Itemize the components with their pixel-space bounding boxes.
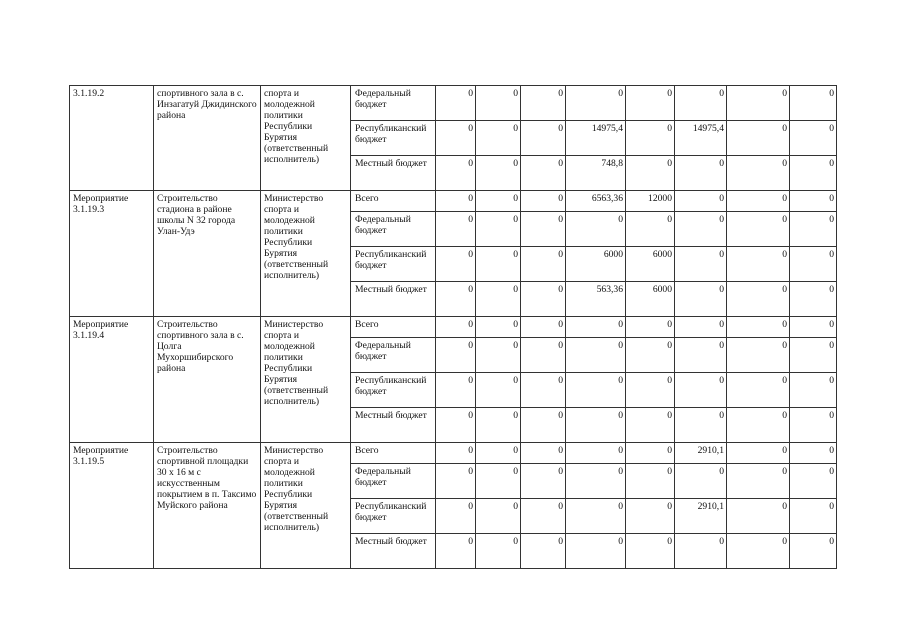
table-row <box>70 191 837 212</box>
value-cell: 0 <box>790 212 837 247</box>
value-cell: 0 <box>626 499 675 534</box>
value-cell: 0 <box>727 247 790 282</box>
value-cell: 12000 <box>626 191 675 212</box>
value-cell: 0 <box>790 338 837 373</box>
value-cell: 0 <box>476 156 521 191</box>
value-cell: 0 <box>727 86 790 121</box>
value-cell: 0 <box>675 317 727 338</box>
value-cell: 0 <box>626 373 675 408</box>
value-cell: 0 <box>521 338 566 373</box>
funding-source-cell: Федеральный бюджет <box>351 212 436 247</box>
value-cell: 0 <box>626 443 675 464</box>
executor-cell: Министерство спорта и молодежной политики Республики Бурятия (ответственный исполнитель) <box>261 317 351 443</box>
value-cell: 0 <box>790 317 837 338</box>
funding-source-cell: Республиканский бюджет <box>351 373 436 408</box>
value-cell: 563,36 <box>566 282 626 317</box>
funding-source-cell: Местный бюджет <box>351 408 436 443</box>
value-cell: 0 <box>436 247 476 282</box>
funding-source-cell: Республиканский бюджет <box>351 499 436 534</box>
funding-source-cell: Республиканский бюджет <box>351 247 436 282</box>
value-cell: 0 <box>436 338 476 373</box>
value-cell: 14975,4 <box>675 121 727 156</box>
value-cell: 0 <box>476 247 521 282</box>
value-cell: 0 <box>727 534 790 569</box>
value-cell: 0 <box>727 338 790 373</box>
funding-source-cell: Всего <box>351 317 436 338</box>
value-cell: 0 <box>675 338 727 373</box>
value-cell: 0 <box>675 534 727 569</box>
value-cell: 0 <box>790 191 837 212</box>
value-cell: 0 <box>790 408 837 443</box>
budget-table <box>69 85 837 569</box>
value-cell: 0 <box>790 156 837 191</box>
funding-source-cell: Федеральный бюджет <box>351 86 436 121</box>
value-cell: 14975,4 <box>566 121 626 156</box>
value-cell: 0 <box>727 499 790 534</box>
funding-source-cell: Местный бюджет <box>351 156 436 191</box>
value-cell: 0 <box>626 86 675 121</box>
value-cell: 0 <box>476 534 521 569</box>
value-cell: 0 <box>727 282 790 317</box>
event-id-cell: Мероприятие 3.1.19.3 <box>70 191 154 317</box>
value-cell: 0 <box>675 373 727 408</box>
value-cell: 0 <box>727 464 790 499</box>
value-cell: 0 <box>566 212 626 247</box>
value-cell: 0 <box>566 443 626 464</box>
value-cell: 0 <box>436 534 476 569</box>
value-cell: 0 <box>790 247 837 282</box>
value-cell: 0 <box>436 282 476 317</box>
value-cell: 0 <box>521 443 566 464</box>
value-cell: 0 <box>566 464 626 499</box>
value-cell: 0 <box>521 317 566 338</box>
executor-cell: Министерство спорта и молодежной политики Республики Бурятия (ответственный исполнитель) <box>261 191 351 317</box>
value-cell: 0 <box>727 408 790 443</box>
value-cell: 0 <box>727 443 790 464</box>
value-cell: 0 <box>436 156 476 191</box>
value-cell: 0 <box>566 408 626 443</box>
value-cell: 0 <box>566 534 626 569</box>
event-name-cell: Строительство спортивного зала в с. Цолга Мухоршибирского района <box>154 317 261 443</box>
value-cell: 0 <box>436 464 476 499</box>
value-cell: 0 <box>476 499 521 534</box>
value-cell: 0 <box>790 282 837 317</box>
value-cell: 0 <box>436 191 476 212</box>
value-cell: 2910,1 <box>675 443 727 464</box>
value-cell: 0 <box>521 408 566 443</box>
value-cell: 0 <box>790 464 837 499</box>
table-row <box>70 443 837 464</box>
value-cell: 0 <box>476 86 521 121</box>
event-name-cell: Строительство стадиона в районе школы N 32 города Улан-Удэ <box>154 191 261 317</box>
value-cell: 0 <box>790 86 837 121</box>
value-cell: 0 <box>436 317 476 338</box>
value-cell: 6563,36 <box>566 191 626 212</box>
value-cell: 0 <box>436 443 476 464</box>
value-cell: 0 <box>476 212 521 247</box>
value-cell: 0 <box>476 282 521 317</box>
value-cell: 0 <box>727 121 790 156</box>
funding-source-cell: Местный бюджет <box>351 282 436 317</box>
value-cell: 0 <box>436 212 476 247</box>
value-cell: 6000 <box>626 282 675 317</box>
value-cell: 0 <box>790 499 837 534</box>
event-id-cell: 3.1.19.2 <box>70 86 154 191</box>
value-cell: 0 <box>476 338 521 373</box>
value-cell: 0 <box>521 86 566 121</box>
funding-source-cell: Республиканский бюджет <box>351 121 436 156</box>
value-cell: 0 <box>626 408 675 443</box>
value-cell: 0 <box>626 534 675 569</box>
event-id-cell: Мероприятие 3.1.19.5 <box>70 443 154 569</box>
value-cell: 0 <box>476 443 521 464</box>
value-cell: 0 <box>675 191 727 212</box>
value-cell: 0 <box>790 373 837 408</box>
funding-source-cell: Федеральный бюджет <box>351 338 436 373</box>
value-cell: 0 <box>521 191 566 212</box>
table-body <box>70 86 837 569</box>
value-cell: 0 <box>521 247 566 282</box>
value-cell: 0 <box>436 86 476 121</box>
value-cell: 0 <box>790 121 837 156</box>
value-cell: 0 <box>566 317 626 338</box>
executor-cell: Министерство спорта и молодежной политики Республики Бурятия (ответственный исполнитель) <box>261 443 351 569</box>
value-cell: 0 <box>476 121 521 156</box>
value-cell: 0 <box>675 212 727 247</box>
value-cell: 0 <box>521 499 566 534</box>
value-cell: 0 <box>436 499 476 534</box>
value-cell: 0 <box>476 408 521 443</box>
value-cell: 0 <box>436 373 476 408</box>
event-name-cell: Строительство спортивной площадки 30 х 16 м с искусственным покрытием в п. Таксимо Муйского района <box>154 443 261 569</box>
value-cell: 0 <box>790 443 837 464</box>
event-name-cell: спортивного зала в с. Инзагатуй Джидинского района <box>154 86 261 191</box>
value-cell: 0 <box>626 317 675 338</box>
value-cell: 0 <box>521 373 566 408</box>
value-cell: 0 <box>436 408 476 443</box>
value-cell: 0 <box>790 534 837 569</box>
value-cell: 0 <box>675 247 727 282</box>
value-cell: 6000 <box>626 247 675 282</box>
value-cell: 0 <box>626 156 675 191</box>
value-cell: 0 <box>675 408 727 443</box>
value-cell: 0 <box>521 212 566 247</box>
value-cell: 0 <box>476 191 521 212</box>
value-cell: 0 <box>626 464 675 499</box>
value-cell: 0 <box>521 534 566 569</box>
table-row <box>70 86 837 121</box>
event-id-cell: Мероприятие 3.1.19.4 <box>70 317 154 443</box>
funding-source-cell: Всего <box>351 443 436 464</box>
value-cell: 0 <box>476 317 521 338</box>
value-cell: 0 <box>727 156 790 191</box>
value-cell: 0 <box>675 464 727 499</box>
value-cell: 0 <box>436 121 476 156</box>
value-cell: 0 <box>476 464 521 499</box>
executor-cell: спорта и молодежной политики Республики Бурятия (ответственный исполнитель) <box>261 86 351 191</box>
value-cell: 0 <box>727 191 790 212</box>
value-cell: 0 <box>675 86 727 121</box>
value-cell: 0 <box>521 282 566 317</box>
funding-source-cell: Местный бюджет <box>351 534 436 569</box>
value-cell: 0 <box>476 373 521 408</box>
value-cell: 0 <box>566 86 626 121</box>
value-cell: 0 <box>727 373 790 408</box>
value-cell: 0 <box>521 464 566 499</box>
value-cell: 6000 <box>566 247 626 282</box>
value-cell: 0 <box>675 156 727 191</box>
value-cell: 0 <box>675 282 727 317</box>
value-cell: 0 <box>626 121 675 156</box>
table-row <box>70 317 837 338</box>
value-cell: 0 <box>521 156 566 191</box>
value-cell: 0 <box>566 338 626 373</box>
value-cell: 0 <box>626 338 675 373</box>
funding-source-cell: Всего <box>351 191 436 212</box>
funding-source-cell: Федеральный бюджет <box>351 464 436 499</box>
value-cell: 0 <box>727 212 790 247</box>
value-cell: 0 <box>566 373 626 408</box>
value-cell: 0 <box>566 499 626 534</box>
value-cell: 0 <box>521 121 566 156</box>
value-cell: 0 <box>626 212 675 247</box>
value-cell: 748,8 <box>566 156 626 191</box>
value-cell: 2910,1 <box>675 499 727 534</box>
value-cell: 0 <box>727 317 790 338</box>
